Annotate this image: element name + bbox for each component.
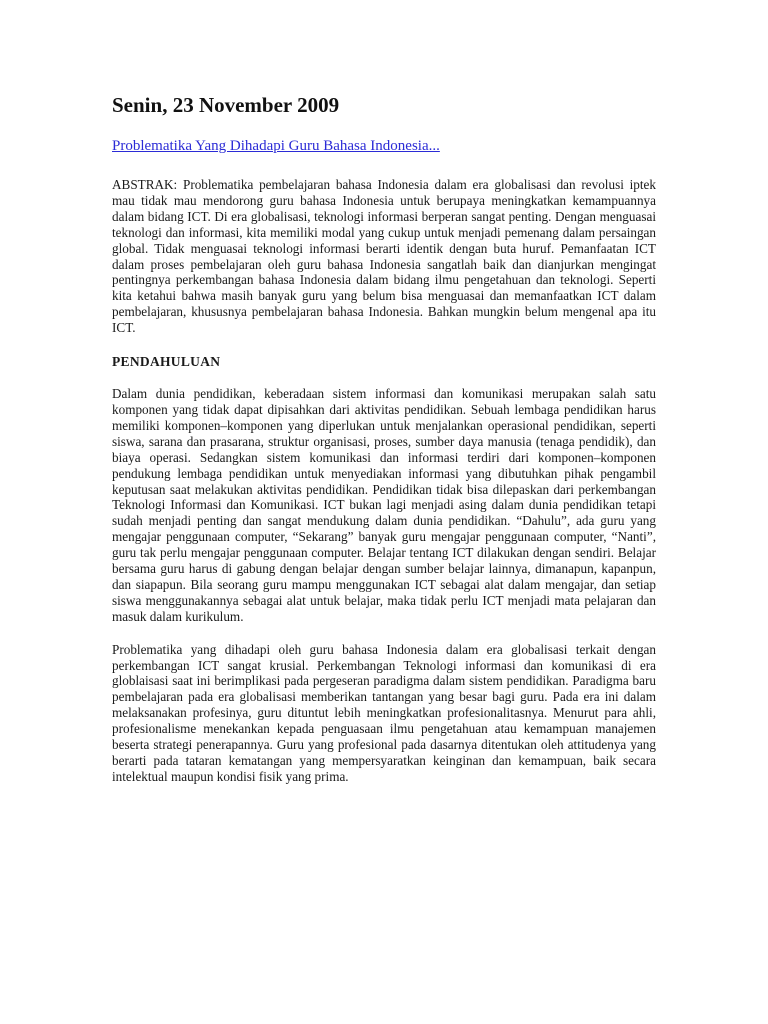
body-paragraph-2: Problematika yang dihadapi oleh guru bahasa Indonesia dalam era globalisasi terkait dengan perkembangan ICT sangat krusial. Perkembangan Teknologi informasi dan komunikasi di era globlaisasi saat ini berimplikasi pada pergeseran paradigma dalam sistem pendidikan. Paradigma baru pembelajaran pada era globalisasi memberikan tantangan yang besar bagi guru. Pada era ini dalam melaksanakan profesinya, guru dituntut lebih meningkatkan profesionalitasnya. Menurut para ahli, profesionalisme menekankan kepada penguasaan ilmu pengetahuan atau kemampuan manajemen beserta strategi penerapannya. Guru yang profesional pada dasarnya ditentukan oleh attitudenya yang berarti pada tataran kematangan yang mempersyaratkan keinginan dan kemampuan, baik secara intelektual maupun kondisi fisik yang prima. <box>112 641 656 784</box>
post-date-heading: Senin, 23 November 2009 <box>112 93 340 117</box>
post-title-link[interactable]: Problematika Yang Dihadapi Guru Bahasa Indonesia... <box>112 138 440 154</box>
body-paragraph-1: Dalam dunia pendidikan, keberadaan sistem informasi dan komunikasi merupakan salah satu komponen yang tidak dapat dipisahkan dari aktivitas pendidikan. Sebuah lembaga pendidikan harus memiliki komponen–komponen yang diperlukan untuk menjalankan operasional pendidikan, seperti siswa, sarana dan prasarana, struktur organisasi, proses, sumber daya manusia (tenaga pendidik), dan biaya operasi. Sedangkan sistem komunikasi dan informasi terdiri dari komponen–komponen pendukung lembaga pendidikan untuk menyediakan informasi yang dibutuhkan pihak pengambil keputusan saat melakukan aktivitas pendidikan. Pendidikan tidak bisa dilepaskan dari perkembangan Teknologi Informasi dan Komunikasi. ICT bukan lagi menjadi asing dalam dunia pendidikan tetapi sudah menjadi penting dan sangat mendukung dalam dunia pendidikan. “Dahulu”, ada guru yang mengajar penggunaan computer, “Sekarang” banyak guru mengajar penggunaan computer, “Nanti”, guru tak perlu mengajar penggunaan computer. Belajar tentang ICT dilakukan dengan sendiri. Belajar bersama guru harus di gabung dengan belajar dengan sumber belajar lainnya, dimanapun, kapanpun, dan siapapun. Bila seorang guru mampu menggunakan ICT sebagai alat dalam mengajar, dan setiap siswa menggunakannya sebagai alat untuk belajar, maka tidak perlu ICT menjadi mata pelajaran dan masuk dalam kurikulum. <box>112 386 656 624</box>
section-heading: PENDAHULUAN <box>112 354 221 370</box>
abstract-paragraph: ABSTRAK: Problematika pembelajaran bahasa Indonesia dalam era globalisasi dan revolusi iptek mau tidak mau mendorong guru bahasa Indonesia untuk berupaya meningkatkan kemampuannya dalam bidang ICT. Di era globalisasi, teknologi informasi berperan sangat penting. Dengan menguasai teknologi dan informasi, kita memiliki modal yang cukup untuk menjadi pemenang dalam persaingan global. Tidak menguasai teknologi informasi berarti identik dengan buta huruf. Pemanfaatan ICT dalam proses pembelajaran oleh guru bahasa Indonesia sangatlah baik dan dianjurkan mengingat pentingnya perkembangan bahasa Indonesia dalam bidang ilmu pengetahuan dan teknologi. Seperti kita ketahui bahwa masih banyak guru yang belum bisa menguasai dan memanfaatkan ICT dalam pembelajaran, khususnya pembelajaran bahasa Indonesia. Bahkan mungkin belum mengenal apa itu ICT. <box>112 177 656 336</box>
blog-post <box>112 92 656 802</box>
